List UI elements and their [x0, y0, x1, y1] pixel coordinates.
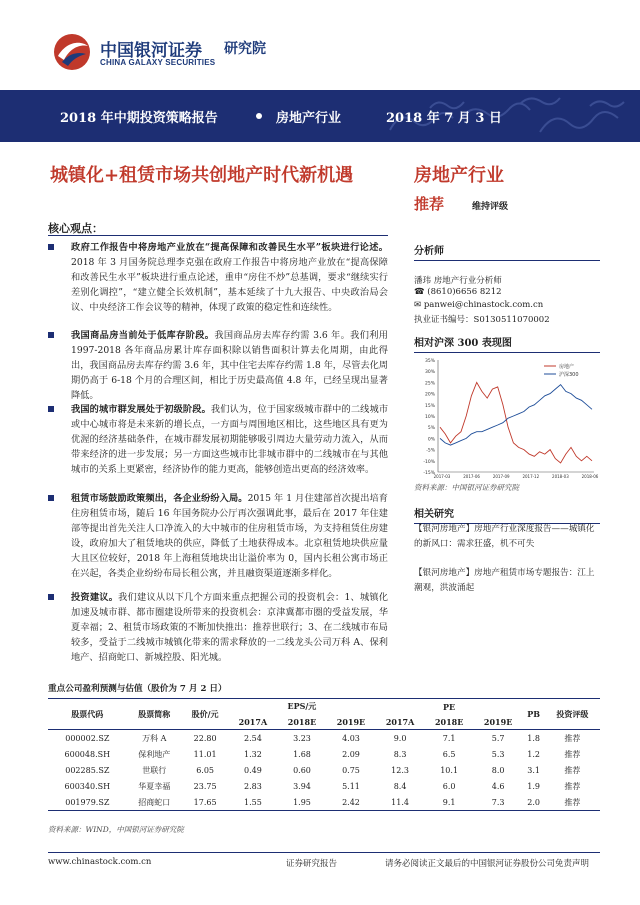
table-cell: 11.4	[375, 794, 424, 811]
col-name: 股票简称	[127, 699, 182, 730]
point-heading: 政府工作报告中将房地产业放在“提高保障和改善民生水平”板块进行论述。	[71, 242, 388, 253]
table-title: 重点公司盈利预测与估值（股价为 7 月 2 日）	[48, 684, 227, 694]
brand-name-en: CHINA GALAXY SECURITIES	[100, 58, 216, 67]
point-body: 我们建议从以下几个方面来重点把握公司的投资机会：1、城镇化加速及城市群、都市圈建设所带来的投资机会：京津冀都市圈的受益发展，华夏幸福；2、租赁市场政策的不断加快推出：推荐世联行；3、在二线城市布局较多，受益于二线城市城镇化带来的需求释放的一二线龙头公司万科 A、保利地产、招商蛇口、新城控股、阳光城。	[71, 592, 388, 663]
bullet-icon	[48, 332, 54, 338]
x-tick-label: 2017-03	[433, 474, 451, 479]
y-tick-label: 5%	[427, 426, 435, 432]
table-cell: 600340.SH	[64, 781, 111, 791]
table-row	[48, 746, 600, 762]
col-price: 股价/元	[182, 699, 228, 730]
point-body: 我国商品房去库存约需 3.6 年。我们利用 1997-2018 各年商品房累计库存面积除以销售面积计算去化周期，由此得出，我国商品房去库存约需 3.6 年，其中住宅去库存约需 1.8 年，尽管去化周期仍高于 6-18 个月的合理区间，相比于历史最高值 4.8 年，已经呈现出显著降低。	[71, 330, 388, 401]
table-cell: 4.03	[342, 733, 360, 743]
footer-divider	[48, 852, 600, 853]
series-line-0	[440, 382, 592, 463]
table-cell: 推荐	[545, 794, 600, 811]
col-year: 2017A	[375, 714, 424, 730]
table-cell: 11.01	[193, 749, 217, 759]
rating: 推荐	[414, 195, 445, 213]
y-tick-label: 25%	[424, 381, 435, 387]
bullet-icon	[48, 244, 54, 250]
table-cell: 8.4	[393, 781, 407, 791]
core-point	[48, 590, 388, 665]
col-pe: PE	[375, 699, 522, 715]
table-cell: 22.80	[193, 733, 217, 743]
table-cell: 12.3	[391, 765, 409, 775]
report-title: 城镇化+租赁市场共创地产时代新机遇	[50, 165, 354, 186]
y-tick-label: -5%	[426, 448, 435, 454]
table-cell: 1.55	[228, 794, 277, 811]
table-cell: 001979.SZ	[48, 794, 127, 811]
table-cell: 600048.SH	[64, 749, 111, 759]
analyst-phone: ☎ (8610)6656 8212	[414, 287, 502, 297]
col-year: 2018E	[278, 714, 327, 730]
divider	[48, 235, 388, 236]
table-cell: 8.0	[491, 765, 505, 775]
related-report-link[interactable]: 【银河房地产】房地产行业深度报告——城镇化的新风口：需求狂盛，机不可失	[414, 524, 595, 549]
table-cell: 5.7	[491, 733, 505, 743]
y-tick-label: -15%	[423, 471, 435, 476]
table-cell: 6.05	[196, 765, 214, 775]
core-point	[48, 402, 388, 477]
table-cell: 推荐	[564, 733, 581, 743]
point-body: 2018 年 3 月国务院总理李克强在政府工作报告中将房地产业放在“提高保障和改善民生水平”板块进行重点论述，重申“房住不炒”总基调，要求“继续实行差别化调控”，“建立健全长效机制”，基本延续了十九大报告、中央政治局会议、中央经济工作会议等的精神，体现了政策的稳定性和连续性。	[71, 257, 388, 313]
col-eps: EPS/元	[228, 699, 375, 715]
table-cell: 23.75	[193, 781, 217, 791]
col-year: 2019E	[326, 714, 375, 730]
table-cell: 3.1	[527, 765, 540, 775]
brand-name: 中国银河证券	[100, 41, 202, 61]
table-cell: 0.75	[342, 765, 360, 775]
point-body: 2015 年 1 月住建部首次提出培育住房租赁市场，随后 16 年国务院办公厅再次强调此事，最后在 2017 年住建部等提出首先关注人口净流入的大中城市的住房租赁市场，为支持租赁住房建设，政府加大了租赁地块的供应，降低了土地获得成本。北京租赁地块供应量大且区位较好，2018 年上海租赁地块出让溢价率为 0，国内长租公寓市场正在兴起，各类企业纷纷布局长租公寓，并且融资渠道逐渐多样化。	[71, 493, 388, 579]
table-cell: 2.54	[244, 733, 262, 743]
table-cell: 招商蛇口	[127, 794, 182, 811]
x-tick-label: 2017-06	[463, 474, 480, 479]
table-cell: 华夏幸福	[138, 781, 171, 791]
table-cell: 5.11	[342, 781, 360, 791]
table-cell: 推荐	[564, 765, 581, 775]
table-cell: 1.9	[527, 781, 540, 791]
banner-dot	[256, 113, 262, 119]
table-cell: 1.8	[527, 733, 540, 743]
y-tick-label: 30%	[424, 370, 435, 376]
x-tick-label: 2018-06	[581, 474, 599, 479]
department-name: 研究院	[224, 41, 266, 57]
footer-disclaimer: 请务必阅读正文最后的中国银河证券股份公司免责声明	[385, 859, 590, 869]
bullet-icon	[48, 495, 54, 501]
footer-url[interactable]: www.chinastock.com.cn	[48, 857, 152, 867]
table-cell: 1.2	[527, 749, 540, 759]
table-cell: 000002.SZ	[65, 733, 110, 743]
table-row	[48, 730, 600, 747]
analyst-name: 潘玮 房地产行业分析师	[414, 276, 502, 286]
y-tick-label: 0%	[427, 437, 435, 443]
table-cell: 推荐	[564, 749, 581, 759]
table-cell: 3.23	[293, 733, 311, 743]
point-heading: 我国商品房当前处于低库存阶段。	[71, 330, 215, 341]
table-row	[48, 778, 600, 794]
related-heading: 相关研究	[414, 505, 600, 524]
col-year: 2017A	[228, 714, 277, 730]
table-cell: 1.32	[244, 749, 262, 759]
point-heading: 我国的城市群发展处于初级阶段。	[71, 404, 211, 415]
table-cell: 8.3	[393, 749, 407, 759]
y-tick-label: -10%	[423, 459, 435, 465]
table-cell: 保利地产	[138, 749, 171, 759]
point-heading: 投资建议。	[71, 592, 119, 603]
core-point	[48, 240, 388, 315]
table-cell: 世联行	[142, 765, 167, 775]
x-tick-label: 2018-03	[552, 474, 569, 479]
y-tick-label: 20%	[424, 392, 435, 398]
point-heading: 租赁市场鼓励政策频出，各企业纷纷入局。	[71, 493, 248, 504]
legend-label: 房地产	[559, 364, 575, 370]
col-year: 2019E	[474, 714, 523, 730]
table-cell: 6.0	[442, 781, 456, 791]
analyst-cert: 执业证书编号：S0130511070002	[414, 315, 550, 325]
col-pb: PB	[523, 699, 545, 730]
table-cell: 2.09	[342, 749, 360, 759]
y-tick-label: 35%	[424, 359, 435, 364]
footer-center: 证券研究报告	[286, 859, 338, 869]
table-cell: 7.3	[474, 794, 523, 811]
table-cell: 2.0	[523, 794, 545, 811]
point-body: 我们认为，位于国家级城市群中的二线城市或中心城市将是未来新的增长点，一方面与周围地区相比，这些地区具有更为优渥的经济基础条件，在城市群发展初期能够吸引周边大量劳动力流入，从而带来经济的进一步发展；另一方面这些城市比非城市群中的二线城市在与其他城市的关系上更紧密，经济协作的能力更高，能够创造出更高的经济效率。	[71, 404, 389, 475]
y-tick-label: 10%	[424, 415, 435, 420]
table-cell: 5.3	[491, 749, 505, 759]
report-type: 2018 年中期投资策略报告	[60, 111, 218, 126]
col-year: 2018E	[425, 714, 474, 730]
col-code: 股票代码	[48, 699, 127, 730]
table-cell: 6.5	[442, 749, 456, 759]
related-report-link[interactable]: 【银河房地产】房地产租赁市场专题报告：江上潮观，洪波涌起	[414, 568, 595, 593]
table-cell: 9.1	[425, 794, 474, 811]
table-cell: 4.6	[491, 781, 505, 791]
relative-performance-chart	[414, 352, 600, 480]
y-tick-label: 15%	[424, 403, 435, 409]
table-cell: 3.94	[293, 781, 311, 791]
core-points-label: 核心观点：	[48, 222, 103, 235]
table-cell: 002285.SZ	[65, 765, 110, 775]
chart-heading: 相对沪深 300 表现图	[414, 334, 600, 353]
series-line-1	[440, 385, 592, 446]
galaxy-logo-icon	[52, 32, 92, 72]
table-cell: 0.49	[244, 765, 262, 775]
industry-title: 房地产行业	[414, 165, 504, 186]
table-cell: 0.60	[293, 765, 311, 775]
table-cell: 17.65	[182, 794, 228, 811]
legend-label: 沪深300	[559, 372, 579, 378]
analyst-heading: 分析师	[414, 242, 600, 261]
table-source: 资料来源：WIND，中国银河证券研究院	[48, 825, 184, 834]
core-point	[48, 491, 388, 581]
bullet-icon	[48, 406, 54, 412]
table-cell: 2.42	[326, 794, 375, 811]
table-cell: 1.68	[293, 749, 311, 759]
x-tick-label: 2017-12	[522, 474, 540, 479]
table-row	[48, 794, 600, 811]
table-cell: 1.95	[278, 794, 327, 811]
analyst-email[interactable]: ✉ panwei@chinastock.com.cn	[414, 300, 544, 310]
rating-status: 维持评级	[472, 202, 509, 212]
banner-industry: 房地产行业	[276, 111, 342, 126]
report-date: 2018 年 7 月 3 日	[386, 111, 502, 126]
chart-source: 资料来源：中国银河证券研究院	[414, 483, 519, 492]
x-tick-label: 2017-09	[492, 474, 510, 479]
table-cell: 9.0	[393, 733, 407, 743]
table-cell: 2.83	[244, 781, 262, 791]
table-cell: 推荐	[564, 781, 581, 791]
table-cell: 10.1	[440, 765, 459, 775]
table-cell: 万科 A	[142, 733, 167, 743]
forecast-table	[48, 698, 600, 811]
table-row	[48, 762, 600, 778]
core-point	[48, 328, 388, 403]
bullet-icon	[48, 594, 54, 600]
col-rating: 投资评级	[545, 699, 600, 730]
table-cell: 7.1	[442, 733, 456, 743]
